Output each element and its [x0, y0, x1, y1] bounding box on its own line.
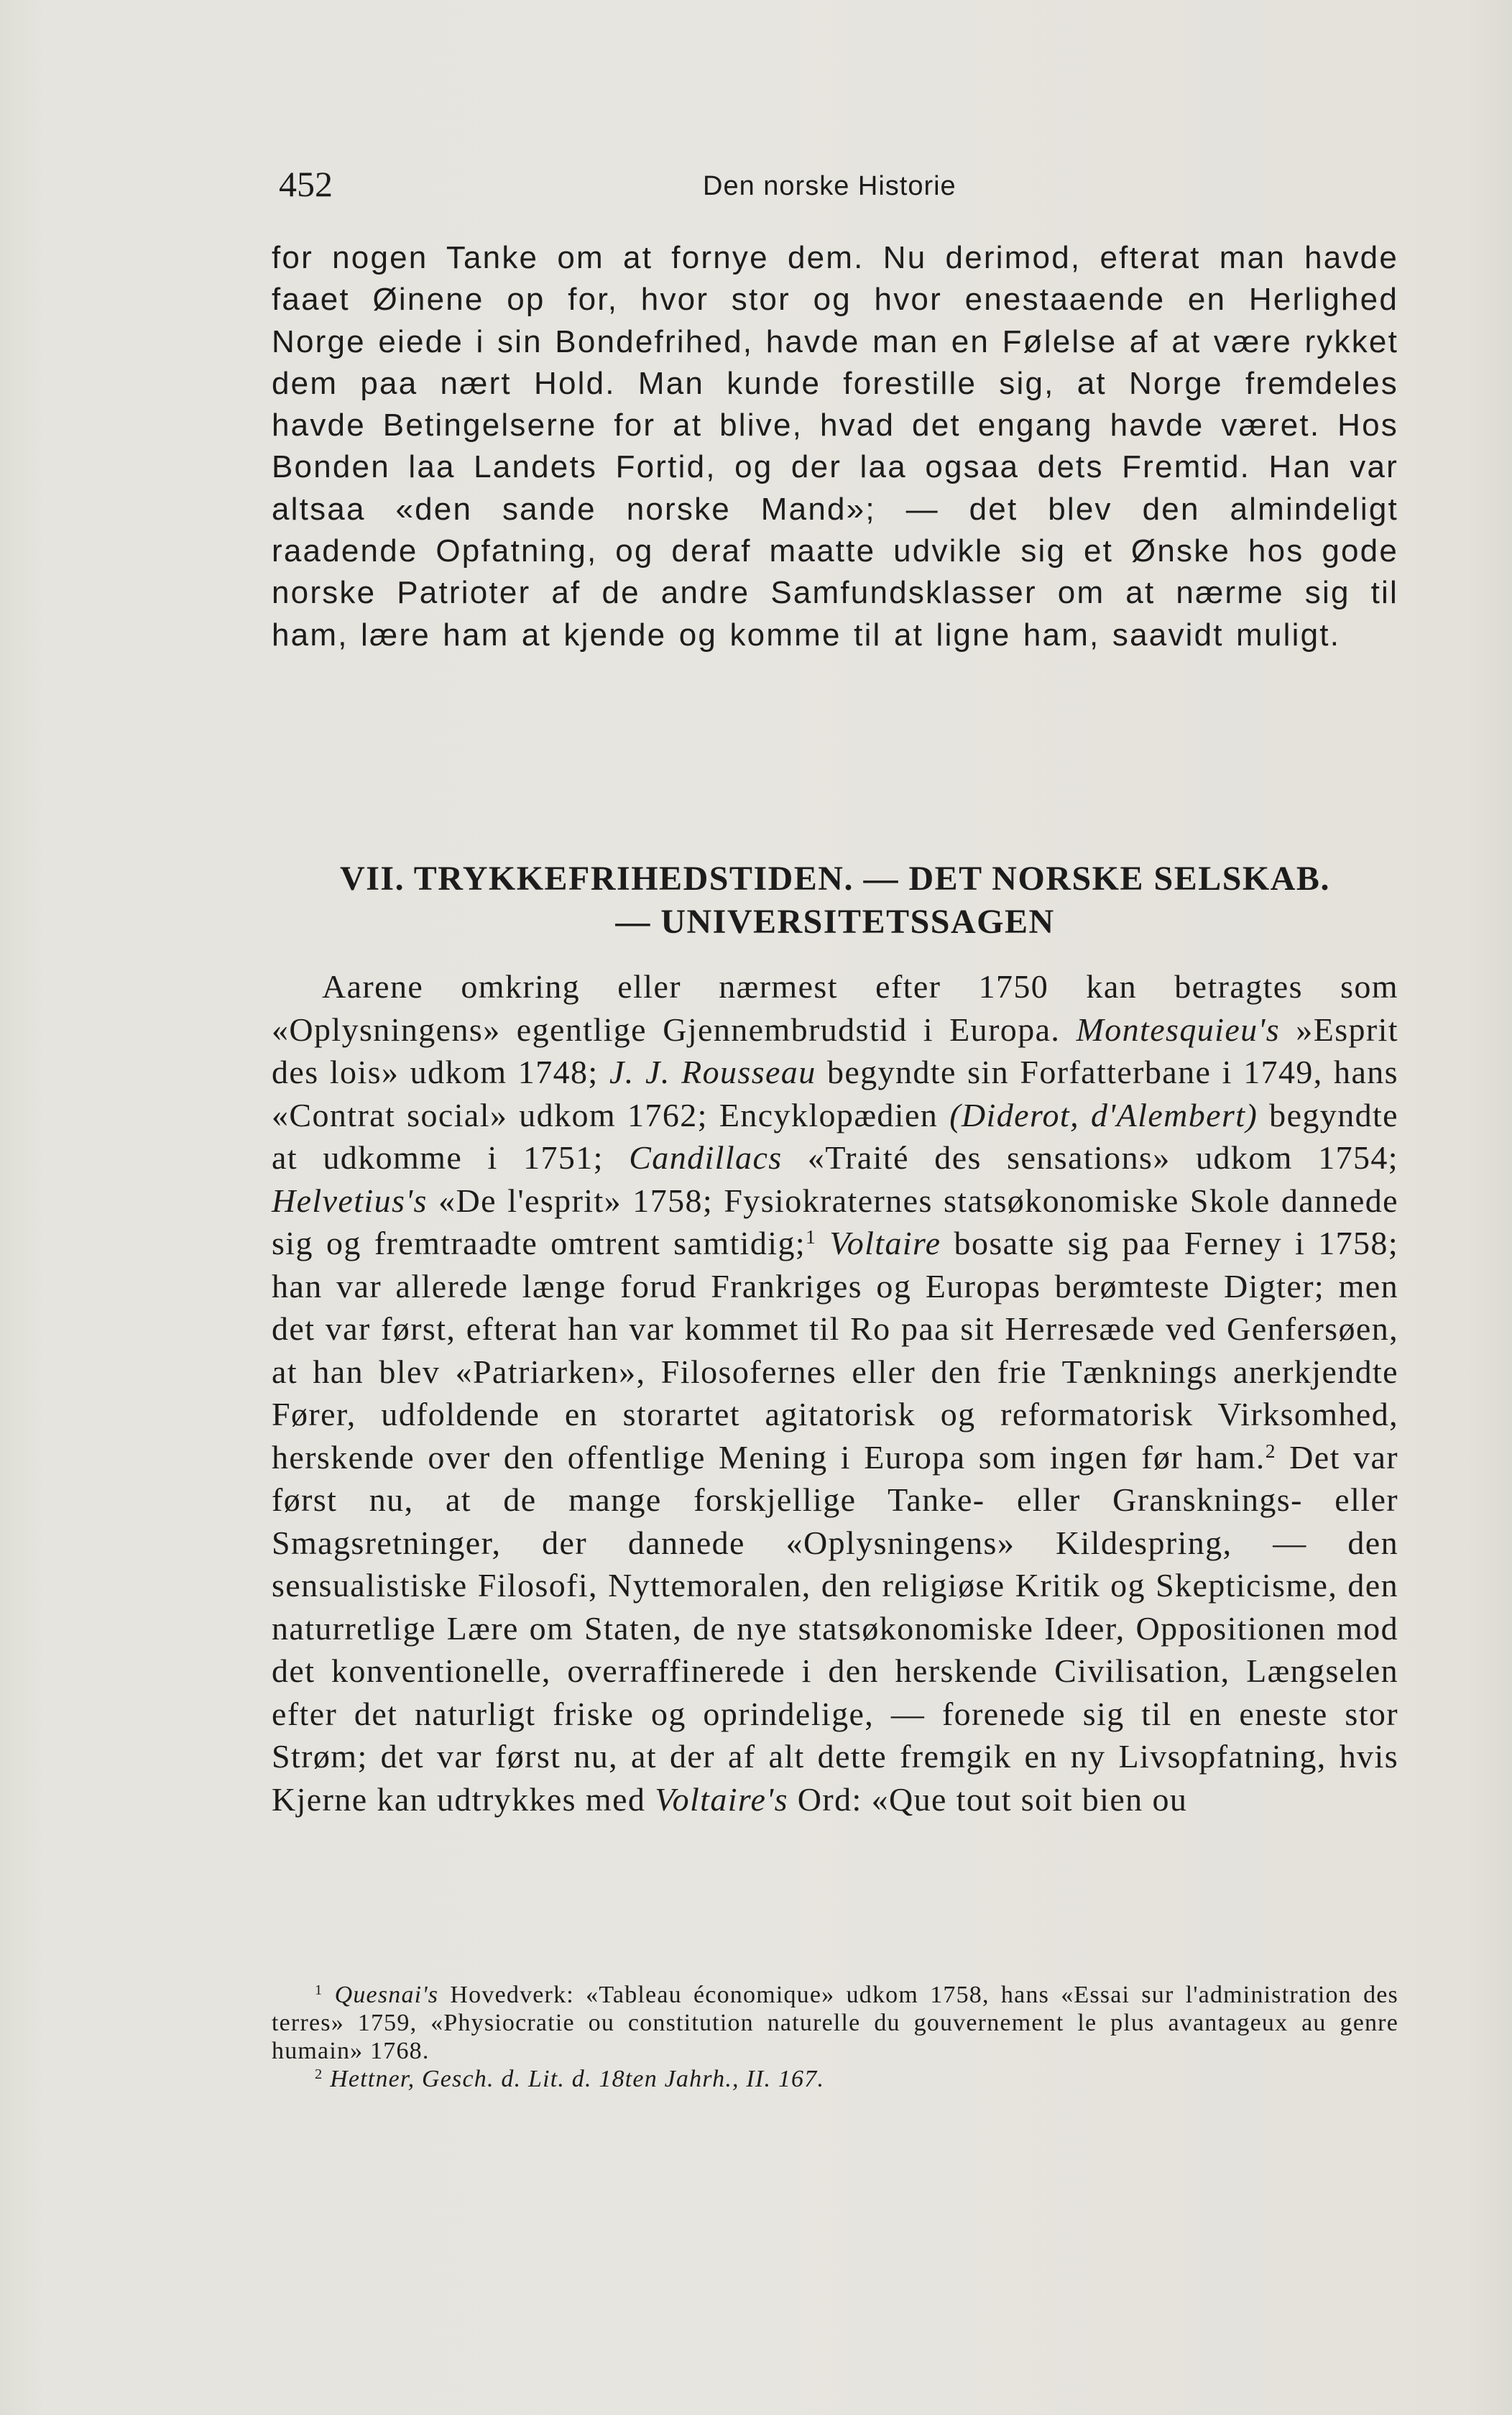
author-name: (Diderot, d'Alembert)	[949, 1096, 1258, 1133]
body-text: Det var først nu, at de mange forskjellige Tanke- eller Gransknings- eller Smagsretninger, der dannede «Oplysningens» Kildespring, — den sensualistiske Filosofi, Nyttemoralen, den religiøse Kritik og Skepticisme, den naturretlige Lære om Staten, de nye statsøkonomiske Ideer, Oppositionen mod det konventionelle, overraffinerede i den herskende Civilisation, Længselen efter det naturligt friske og oprindelige, — forenede sig til en eneste stor Strøm; det var først nu, at der af alt dette fremgik en ny Livsopfatning, hvis Kjerne kan udtrykkes med	[272, 1438, 1398, 1818]
author-name: Helvetius's	[272, 1182, 428, 1219]
paragraph-continuation: for nogen Tanke om at fornye dem. Nu derimod, efterat man havde faaet Øinene op for, hvor stor og hvor enestaaende en Herlighed Norge eiede i sin Bondefrihed, havde man en Følelse af at være rykket dem paa nært Hold. Man kunde forestille sig, at Norge fremdeles havde Betingelserne for at blive, hvad det engang havde været. Hos Bonden laa Landets Fortid, og der laa ogsaa dets Fremtid. Han var altsaa «den sande norske Mand»; — det blev den almindeligt raadende Opfatning, og deraf maatte udvikle sig et Ønske hos gode norske Patrioter af de andre Samfundsklasser om at nærme sig til ham, lære ham at kjende og komme til at ligne ham, saavidt muligt.	[272, 240, 1398, 653]
running-title: Den norske Historie	[703, 171, 956, 201]
body-text: begyndte sin Forfatterbane i 1749, hans «Contrat social» udkom 1762; Encyklopædien	[272, 1054, 1398, 1133]
section-body-paragraph	[272, 965, 1398, 1821]
running-head	[272, 162, 1398, 206]
footnote-2	[272, 2065, 1398, 2093]
section-heading-line-1: VII. TRYKKEFRIHEDSTIDEN. — DET NORSKE SELSKAB.	[340, 860, 1330, 898]
author-name: Voltaire	[829, 1225, 941, 1261]
body-text: «Traité des sensations» udkom 1754;	[782, 1139, 1398, 1176]
body-text	[816, 1225, 829, 1261]
footnote-1	[272, 1981, 1398, 2065]
body-text: «De l'esprit» 1758; Fysiokraternes statsøkonomiske Skole dannede sig og fremtraadte omtrent samtidig;	[272, 1182, 1398, 1261]
author-name: Candillacs	[629, 1139, 783, 1176]
footnote-reference: 1	[806, 1225, 817, 1248]
footnotes	[272, 1981, 1398, 2093]
footnote-text: Hovedverk: «Tableau économique» udkom 1758, hans «Essai sur l'administration des terres» 1759, «Physiocratie ou constitution naturelle du gouvernement le plus avantageux au genre humain» 1768.	[272, 1982, 1398, 2064]
body-text: Ord: «Que tout soit bien ou	[788, 1780, 1188, 1818]
body-text: bosatte sig paa Ferney i 1758; han var allerede længe forud Frankriges og Europas berømteste Digter; men det var først, efterat han var kommet til Ro paa sit Herresæde ved Genfersøen, at han blev «Patriarken», Filosofernes eller den frie Tænknings anerkjendte Fører, udfoldende en storartet agitatorisk og reformatorisk Virksomhed, herskende over den offentlige Mening i Europa som ingen før ham.	[272, 1225, 1398, 1476]
footnote-text: Hettner, Gesch. d. Lit. d. 18ten Jahrh., II. 167.	[330, 2066, 825, 2092]
author-name: Montesquieu's	[1076, 1011, 1281, 1048]
page-number: 452	[279, 164, 333, 204]
footnote-author: Quesnai's	[334, 1982, 439, 2008]
body-text: »Esprit des lois» udkom 1748;	[272, 1011, 1398, 1090]
body-text: begyndte at udkomme i 1751;	[272, 1096, 1398, 1176]
section-heading	[272, 857, 1398, 944]
body-text: Aarene omkring eller nærmest efter 1750 kan betragtes som «Oplysningens» egentlige Gjennembrudstid i Europa.	[272, 968, 1398, 1048]
footnote-mark: 2	[315, 2066, 323, 2082]
footnote-reference: 2	[1265, 1439, 1276, 1462]
author-name: J. J. Rousseau	[609, 1054, 816, 1090]
footnote-mark: 1	[315, 1982, 323, 1998]
author-name: Voltaire's	[655, 1780, 788, 1818]
section-heading-line-2: — UNIVERSITETSSAGEN	[615, 903, 1055, 941]
